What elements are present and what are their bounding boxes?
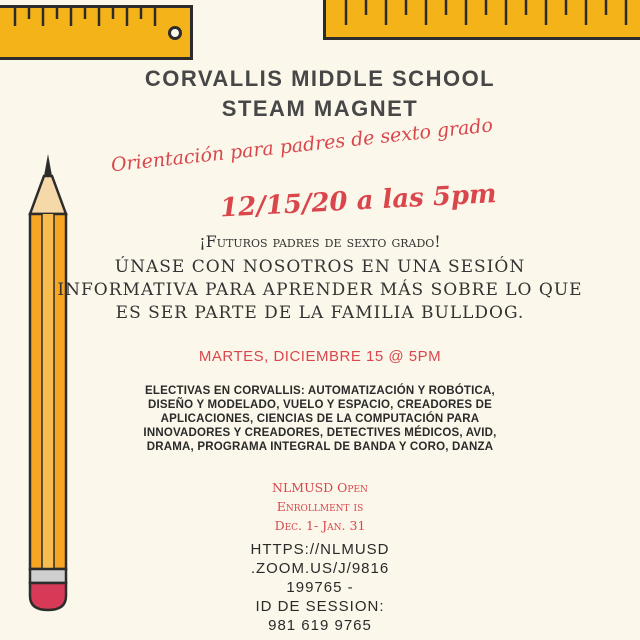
invitation-line: ÚNASE CON NOSOTROS EN UNA SESIÓN (114, 257, 526, 277)
electives-line: DISEÑO Y MODELADO, VUELO Y ESPACIO, CREADORES DE (147, 399, 492, 411)
school-name-line: CORVALLIS MIDDLE SCHOOL (144, 66, 496, 91)
event-date-time: 12/15/20 a las 5pm (219, 179, 498, 224)
ruler-ticks (0, 8, 190, 57)
zoom-link[interactable]: .ZOOM.US/J/9816 (250, 560, 390, 577)
invitation-line: INFORMATIVA PARA APRENDER MÁS SOBRE LO QUE (57, 280, 583, 300)
invitation-line: ES SER PARTE DE LA FAMILIA BULLDOG. (115, 303, 525, 323)
zoom-link[interactable]: HTTPS://NLMUSD (250, 541, 390, 558)
ruler-left-icon (0, 5, 193, 60)
ruler-ticks (326, 0, 640, 37)
session-id-label: ID DE SESSION: (255, 598, 385, 615)
school-subtitle-line: STEAM MAGNET (221, 96, 419, 121)
enrollment-line: Dec. 1- Jan. 31 (274, 518, 366, 533)
ruler-right-icon (323, 0, 640, 40)
electives-line: APLICACIONES, CIENCIAS DE LA COMPUTACIÓN PARA (160, 413, 480, 425)
enrollment-line: NLMUSD Open (272, 480, 368, 495)
zoom-info (0, 540, 640, 635)
invitation-text (0, 256, 640, 325)
event-day: MARTES, DICIEMBRE 15 @ 5PM (198, 348, 442, 365)
electives-line: DRAMA, PROGRAMA INTEGRAL DE BANDA Y CORO, DANZA (146, 441, 494, 453)
page-title (0, 64, 640, 124)
enrollment-notice (0, 478, 640, 535)
zoom-link[interactable]: 199765 - (286, 579, 354, 596)
ruler-hole-icon (168, 26, 182, 40)
orientation-heading: Orientación para padres de sexto grado (109, 114, 494, 177)
electives-list (80, 384, 560, 454)
enrollment-line: Enrollment is (276, 499, 364, 514)
electives-line: ELECTIVAS EN CORVALLIS: AUTOMATIZACIÓN Y ROBÓTICA, (145, 385, 495, 397)
electives-line: INNOVADORES Y CREADORES, DETECTIVES MÉDICOS, AVID, (143, 427, 497, 439)
session-id-value: 981 619 9765 (268, 617, 372, 634)
future-parents-text: ¡Futuros padres de sexto grado! (199, 232, 441, 251)
